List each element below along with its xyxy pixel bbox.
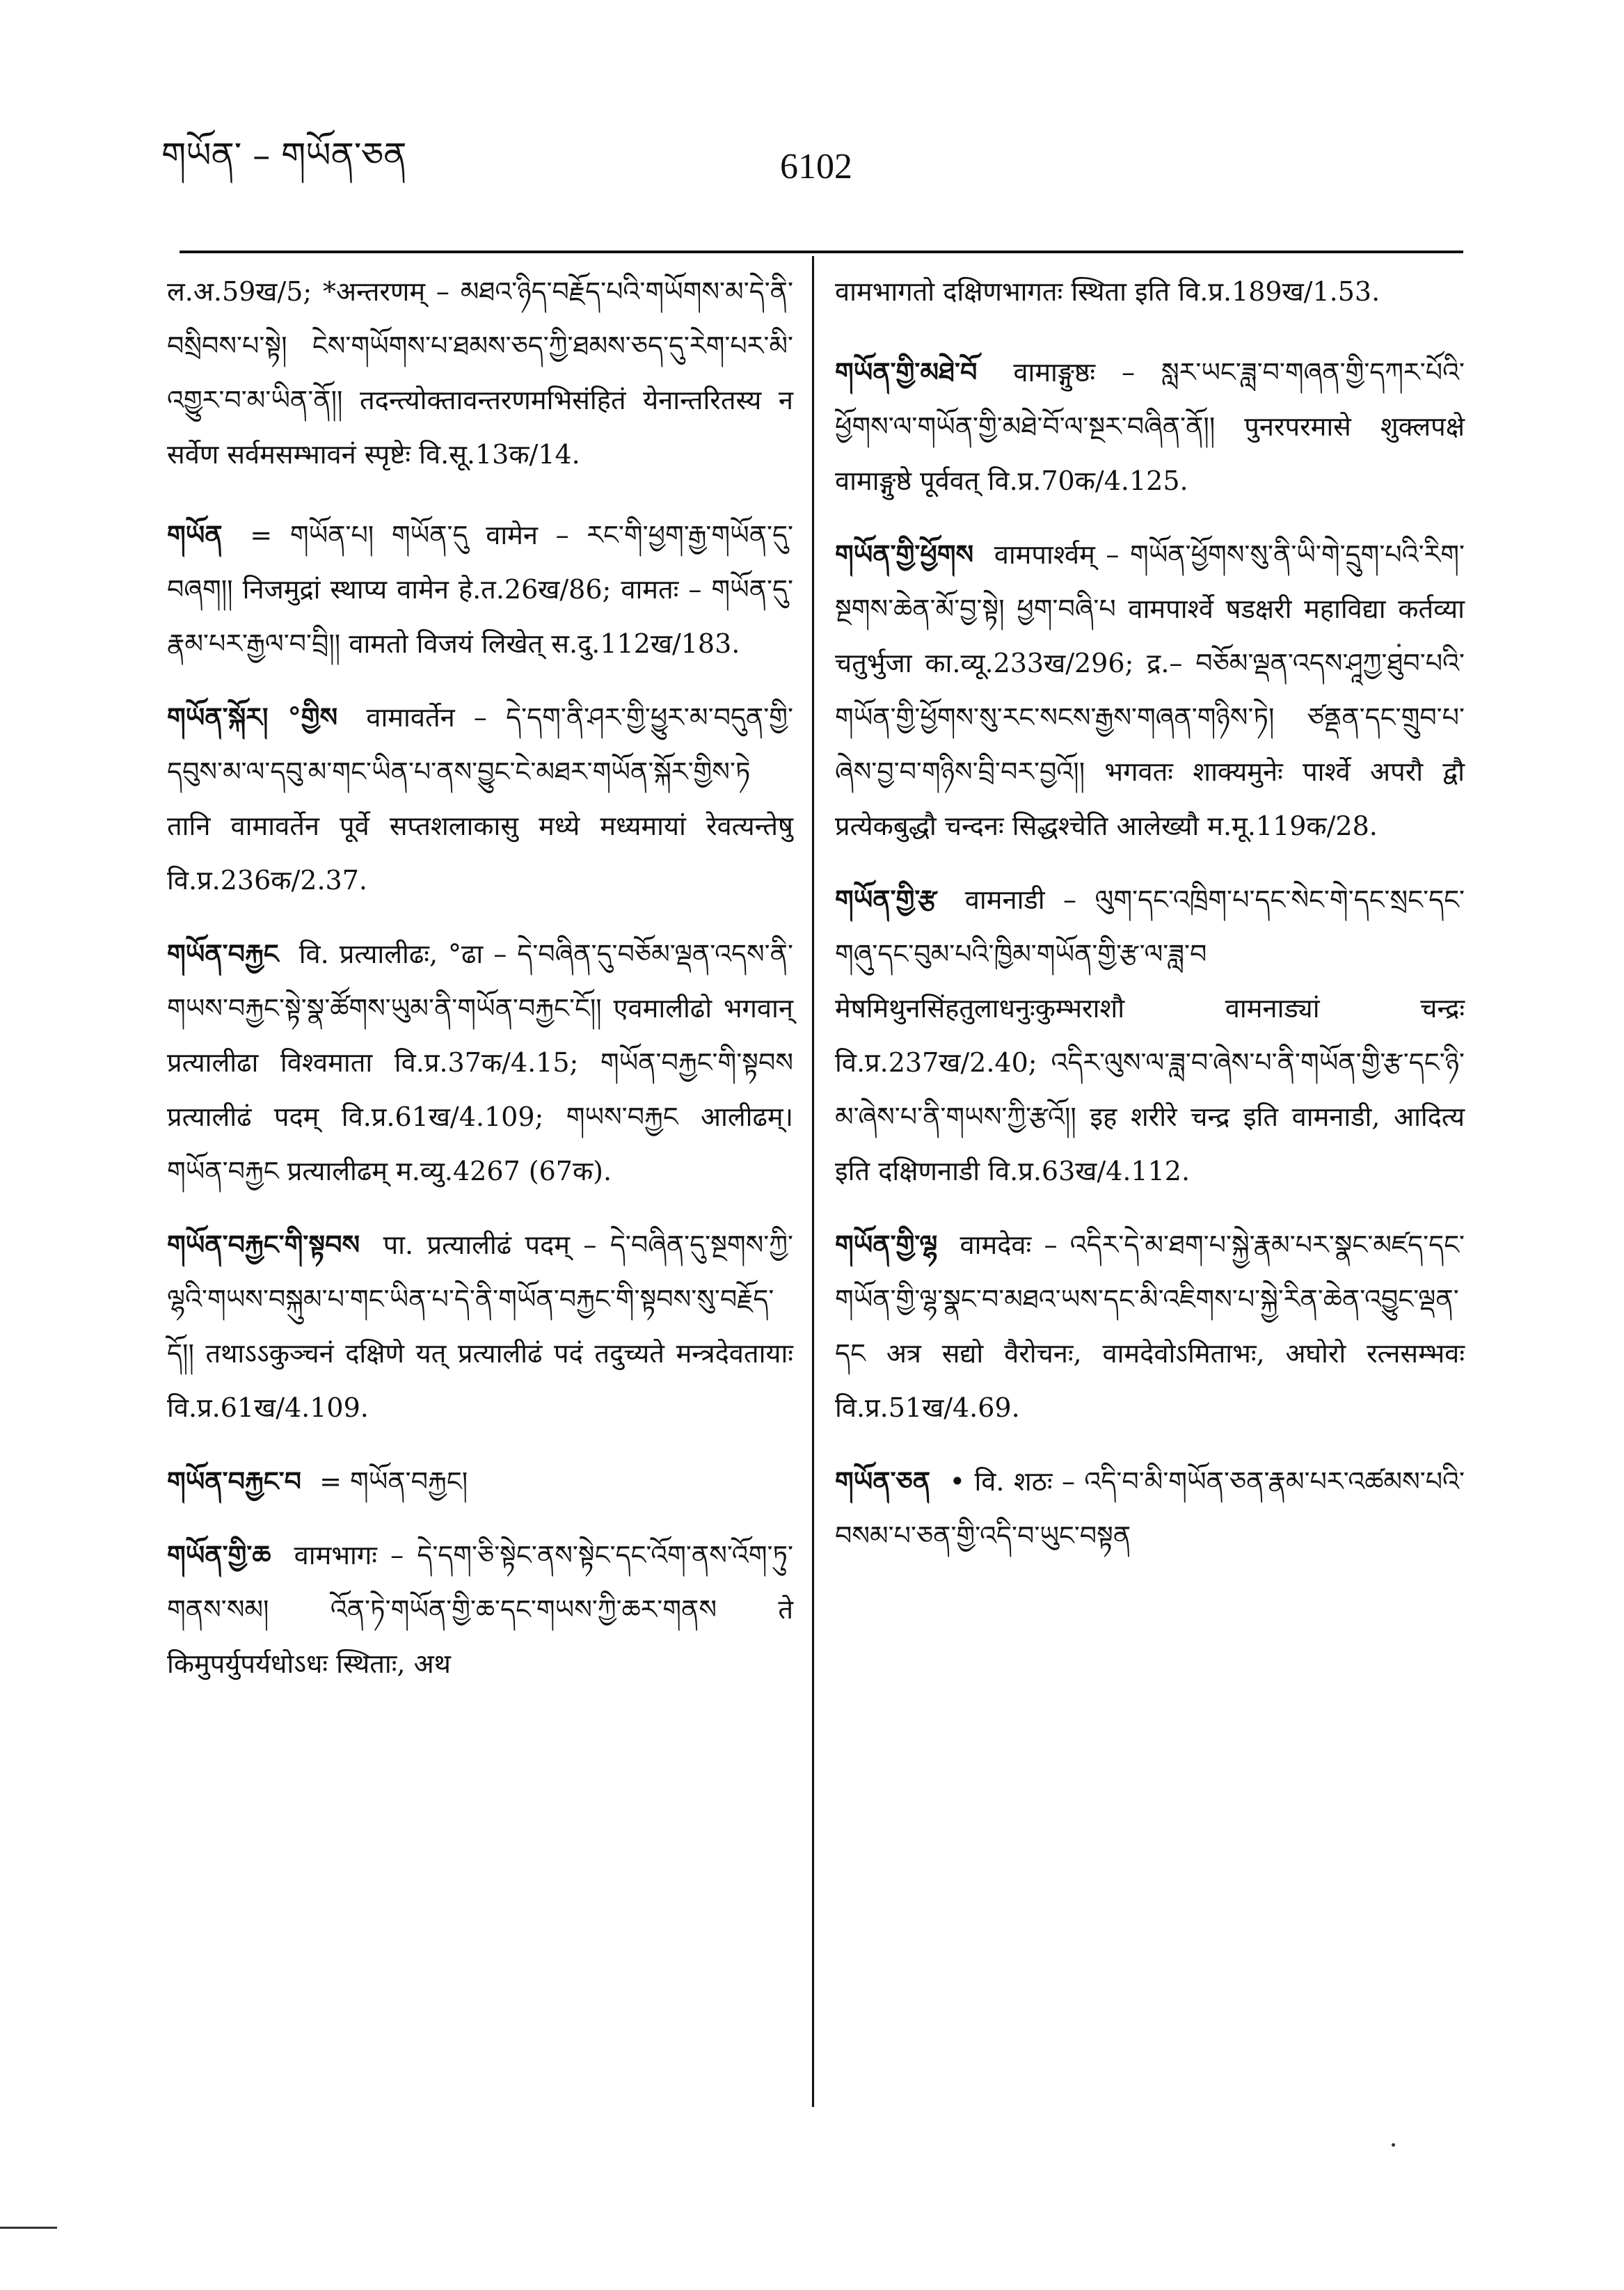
entry-headword: གཡོན་བརྐྱང་བ: [167, 1465, 302, 1497]
entry-headword: གཡོན་གྱི་མཐེ་བོ: [835, 356, 978, 388]
dictionary-entry: [835, 264, 1465, 319]
entry-text: वामभागः – དེ་དག་ཅི་སྟེང་ནས་སྟེང་དང་འོག་ནས་འོག་ཏུ་གནས་སམ། འོན་ཏེ་གཡོན་གྱི་ཆ་དང་གཡས་ཀྱི་ཆར་གནས ते किमुपर्युपर्यधोऽधः स्थिताः, अथ: [167, 1540, 793, 1679]
dictionary-entry: [167, 1528, 793, 1691]
column-divider: [812, 256, 814, 2107]
dictionary-entry: [835, 1218, 1465, 1435]
scan-speck: [1397, 644, 1401, 647]
left-column: [167, 264, 793, 1710]
entry-text: वामावर्तेन – དེ་དག་ནི་ཤར་གྱི་ཕྱུར་མ་བདུན་གྱི་དབུས་མ་ལ་དབུ་མ་གང་ཡིན་པ་ནས་བྱུང་ངེ་མཐར་གཡོན་སྐོར་གྱིས་ཏེ तानि वामावर्तेन पूर्वे सप्तशलाकासु मध्ये मध्यमायां रेवत्यन्तेषु वि.प्र.236क/2.37.: [167, 702, 793, 896]
entry-headword: གཡོན་སྐོར། °གྱིས: [167, 701, 338, 733]
entry-text: पा. प्रत्यालीढं पदम् – དེ་བཞིན་དུ་སྔགས་ཀྱི་ལྷའི་གཡས་བསྐུམ་པ་གང་ཡིན་པ་དེ་ནི་གཡོན་བརྐྱང་གི་སྟབས་སུ་བརྗོད་དོ།། तथाऽऽकुञ्चनं दक्षिणे यत् प्रत्यालीढं पदं तदुच्यते मन्त्रदेवतायाः वि.प्र.61ख/4.109.: [167, 1230, 793, 1423]
dictionary-entry: [835, 1454, 1465, 1563]
entry-headword: གཡོན་གྱི་ཕྱོགས: [835, 539, 974, 570]
dictionary-entry: [167, 508, 793, 671]
entry-headword: གཡོན: [167, 519, 223, 550]
entry-headword: གཡོན་བརྐྱང: [167, 938, 279, 969]
running-header: གཡོན་ – གཡོན་ཅན: [161, 135, 407, 175]
dictionary-entry: [167, 690, 793, 907]
dictionary-entry: [835, 873, 1465, 1198]
dictionary-entry: [835, 527, 1465, 853]
dictionary-entry: [167, 927, 793, 1198]
entry-text: वामनाडी – ལུག་དང་འཁྲིག་པ་དང་སེང་གེ་དང་སྲང་དང་གཞུ་དང་བུམ་པའི་ཁྱིམ་གཡོན་གྱི་རྩ་ལ་ཟླ་བ मेषमिथुनसिंहतुलाधनुःकुम्भराशौ वामनाड्यां चन्द्रः वि.प्र.237ख/2.40; འདིར་ལུས་ལ་ཟླ་བ་ཞེས་པ་ནི་གཡོན་གྱི་རྩ་དང་ཉི་མ་ཞེས་པ་ནི་གཡས་ཀྱི་རྩའོ།། इह शरीरे चन्द्र इति वामनाडी, आदित्य इति दक्षिणनाडी वि.प्र.63ख/4.112.: [835, 884, 1465, 1186]
entry-text: ल.अ.59ख/5; *अन्तरणम् – མཐའ་ཉིད་བརྗོད་པའི་གཡོགས་མ་དེ་ནི་བསྲིབས་པ་སྟེ། ངེས་གཡོགས་པ་ཐམས་ཅད་ཀྱི་ཐམས་ཅད་དུ་རེག་པར་མི་འགྱུར་བ་མ་ཡིན་ནོ།། तदन्त्योक्तावन्तरणमभिसंहितं येनान्तरितस्य न सर्वेण सर्वमसम्भावनं स्पृष्टेः वि.सू.13क/14.: [167, 276, 793, 470]
page-number: 6102: [780, 147, 852, 186]
dictionary-entry: [167, 264, 793, 482]
entry-text: वामपार्श्वम् – གཡོན་ཕྱོགས་སུ་ནི་ཡི་གེ་དྲུག་པའི་རིག་སྔགས་ཆེན་མོ་བྱ་སྟེ། ཕྱག་བཞི་པ वामपार्श्वे षडक्षरी महाविद्या कर्तव्या चतुर्भुजा का.व्यू.233ख/296; द्र.– བཅོམ་ལྡན་འདས་ཤཱཀྱ་ཐུབ་པའི་གཡོན་གྱི་ཕྱོགས་སུ་རང་སངས་རྒྱས་གཞན་གཉིས་ཏེ། ཙནྡན་དང་གྲུབ་པ་ཞེས་བྱ་བ་གཉིས་བྲི་བར་བྱའོ།། भगवतः शाक्यमुनेः पार्श्वे अपरौ द्वौ प्रत्येकबुद्धौ चन्दनः सिद्धश्चेति आलेख्यौ म.मू.119क/28.: [835, 539, 1465, 841]
entry-text: वामाङ्गुष्ठः – སླར་ཡང་ཟླ་བ་གཞན་གྱི་དཀར་པོའི་ཕྱོགས་ལ་གཡོན་གྱི་མཐེ་བོ་ལ་སྔར་བཞིན་ནོ།། पुनरपरमासे शुक्लपक्षे वामाङ्गुष्ठे पूर्ववत् वि.प्र.70क/4.125.: [835, 357, 1465, 496]
entry-headword: གཡོན་ཅན: [835, 1465, 931, 1497]
entry-text: = གཡོན་པ། གཡོན་དུ वामेन – རང་གི་ཕྱག་རྒྱ་གཡོན་དུ་བཞག།། निजमुद्रां स्थाप्य वामेन हे.त.26ख/86; वामतः – གཡོན་དུ་རྣམ་པར་རྒྱལ་བ་བྲི།། वामतो विजयं लिखेत् स.दु.112ख/183.: [167, 520, 793, 659]
entry-text: वामदेवः – འདིར་དེ་མ་ཐག་པ་སྐྱེ་རྣམ་པར་སྣང་མཛད་དང་གཡོན་གྱི་ལྷ་སྣང་བ་མཐའ་ཡས་དང་མི་འཇིགས་པ་སྐྱེ་རིན་ཆེན་འབྱུང་ལྡན་དང अत्र सद्यो वैरोचनः, वामदेवोऽमिताभः, अघोरो रत्नसम्भवः वि.प्र.51ख/4.69.: [835, 1230, 1465, 1423]
scan-speck: [1392, 2143, 1395, 2147]
entry-headword: གཡོན་གྱི་རྩ: [835, 884, 937, 915]
dictionary-entry: [167, 1218, 793, 1435]
entry-text: वामभागतो दक्षिणभागतः स्थिता इति वि.प्र.189ख/1.53.: [835, 276, 1380, 307]
right-column: [835, 264, 1465, 1582]
scan-edge-mark: [0, 2227, 57, 2229]
dictionary-entry: [835, 345, 1465, 508]
dictionary-entry: [167, 1454, 793, 1509]
entry-headword: གཡོན་གྱི་ལྷ: [835, 1229, 938, 1260]
entry-headword: གཡོན་བརྐྱང་གི་སྟབས: [167, 1229, 360, 1260]
entry-text: • वि. शठः – འདི་བ་མི་གཡོན་ཅན་རྣམ་པར་འཚམས་པའི་བསམ་པ་ཅན་གྱི་འདི་བ་ཡུང་བསྟན: [835, 1466, 1465, 1551]
entry-headword: གཡོན་གྱི་ཆ: [167, 1539, 271, 1571]
entry-text: = གཡོན་བརྐྱང།: [319, 1466, 468, 1497]
header-rule: [180, 251, 1463, 253]
entry-text: वि. प्रत्यालीढः, °ढा – དེ་བཞིན་དུ་བཅོམ་ལྡན་འདས་ནི་གཡས་བརྐྱང་སྟེ་སྣ་ཚོགས་ཡུམ་ནི་གཡོན་བརྐྱང་ངོ།། एवमालीढो भगवान् प्रत्यालीढा विश्वमाता वि.प्र.37क/4.15; གཡོན་བརྐྱང་གི་སྟབས प्रत्यालीढं पदम् वि.प्र.61ख/4.109; གཡས་བརྐྱང आलीढम्। གཡོན་བརྐྱང प्रत्यालीढम् म.व्यु.4267 (67क).: [167, 939, 793, 1186]
